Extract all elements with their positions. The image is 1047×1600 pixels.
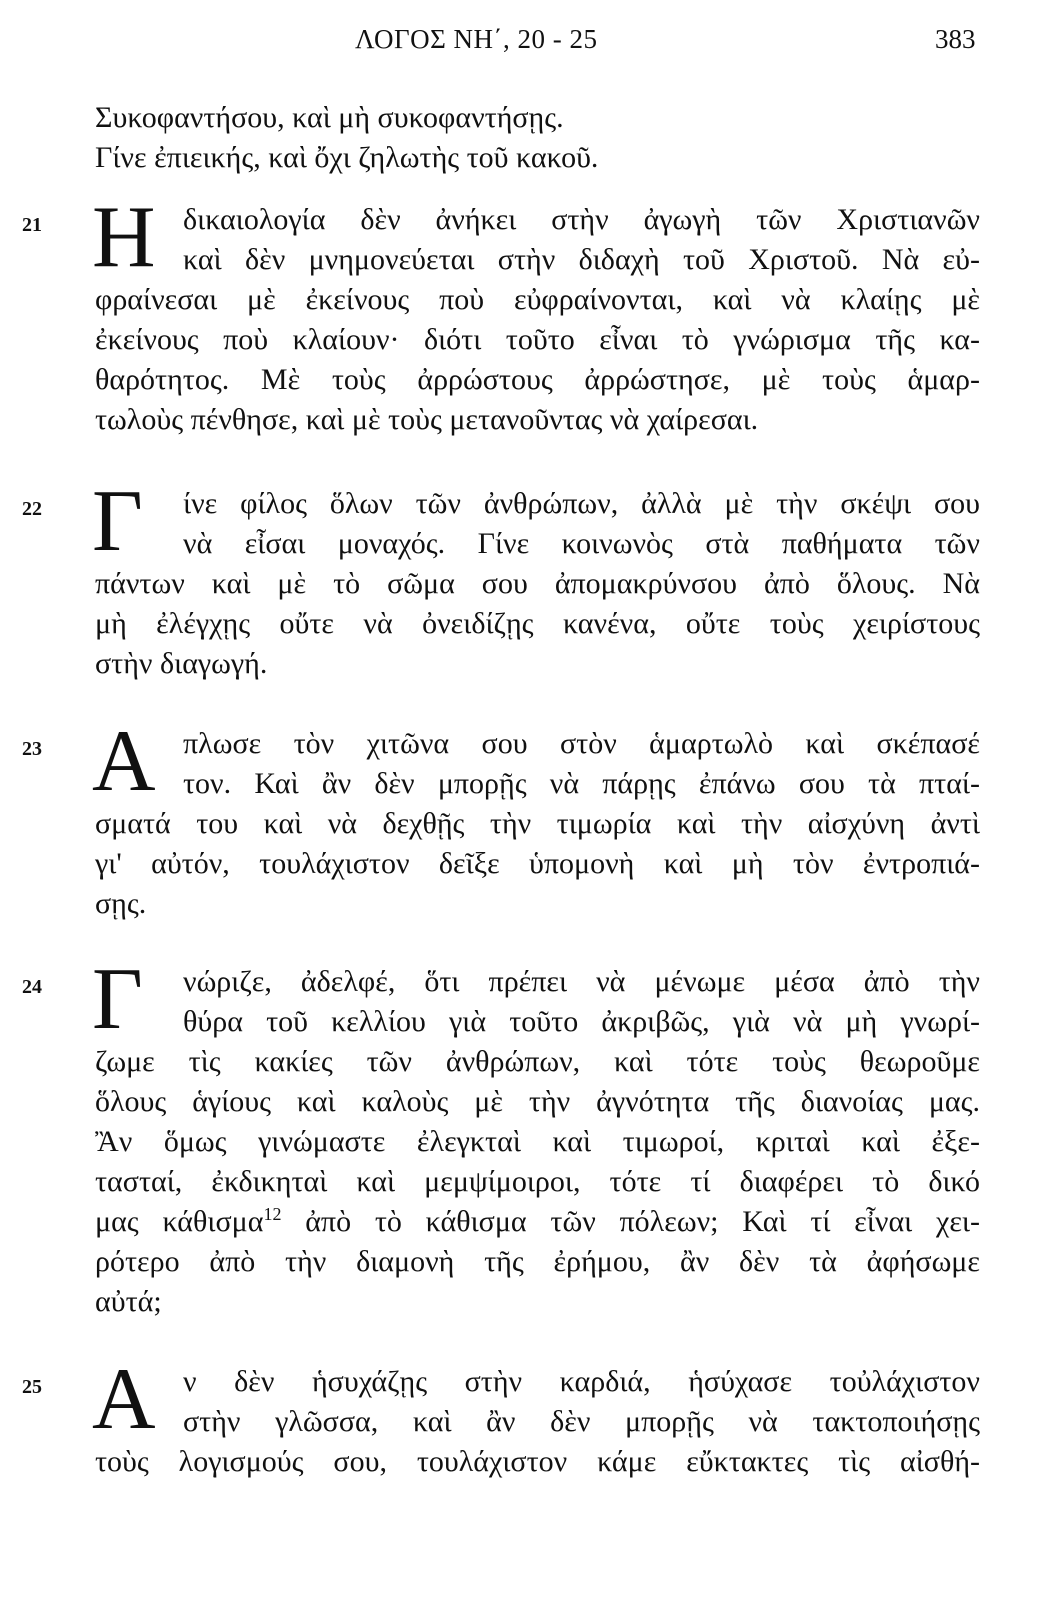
paragraph-line: νὰ εἶσαι μοναχός. Γίνε κοινωνὸς στὰ παθήματα τῶν: [183, 527, 980, 560]
paragraph-line: σματά του καὶ νὰ δεχθῇς τὴν τιμωρία καὶ τὴν αἰσχύνη ἀντὶ: [95, 807, 980, 840]
paragraph-line: καὶ δὲν μνημονεύεται στὴν διδαχὴ τοῦ Χριστοῦ. Νὰ εὐ-: [183, 243, 980, 276]
verse-number: 21: [22, 214, 42, 236]
paragraph-line: ν δὲν ἡσυχάζῃς στὴν καρδιά, ἡσύχασε τοὐλάχιστον: [183, 1365, 980, 1398]
paragraph-line: ὅλους ἁγίους καὶ καλοὺς μὲ τὴν ἀγνότητα τῆς διανοίας μας.: [95, 1085, 980, 1118]
intro-line: Γίνε ἐπιεικής, καὶ ὄχι ζηλωτὴς τοῦ κακοῦ.: [95, 141, 599, 174]
paragraph-line: θύρα τοῦ κελλίου γιὰ τοῦτο ἀκριβῶς, γιὰ νὰ μὴ γνωρί-: [183, 1005, 980, 1038]
footnote-reference[interactable]: 12: [263, 1204, 282, 1224]
drop-cap-initial: Α: [92, 1351, 156, 1448]
verse-number: 22: [22, 498, 42, 520]
page-number: 383: [935, 24, 976, 54]
drop-cap-initial: Η: [92, 189, 156, 286]
paragraph-line: θαρότητος. Μὲ τοὺς ἀρρώστους ἀρρώστησε, μὲ τοὺς ἁμαρ-: [95, 363, 980, 396]
paragraph-line: αὐτά;: [95, 1285, 162, 1318]
drop-cap-initial: Α: [92, 713, 156, 810]
paragraph-line: τοὺς λογισμούς σου, τουλάχιστον κάμε εὔκτακτες τὶς αἰσθή-: [95, 1445, 980, 1478]
paragraph-line: μὴ ἐλέγχῃς οὔτε νὰ ὀνειδίζῃς κανένα, οὔτε τοὺς χειρίστους: [95, 607, 980, 640]
paragraph-line: δικαιολογία δὲν ἀνήκει στὴν ἀγωγὴ τῶν Χριστιανῶν: [183, 203, 980, 236]
paragraph-line: ίνε φίλος ὅλων τῶν ἀνθρώπων, ἀλλὰ μὲ τὴν σκέψι σου: [183, 487, 980, 520]
paragraph-line: φραίνεσαι μὲ ἐκείνους ποὺ εὐφραίνονται, καὶ νὰ κλαίῃς μὲ: [95, 283, 980, 316]
paragraph-line: πλωσε τὸν χιτῶνα σου στὸν ἁμαρτωλὸ καὶ σκέπασέ: [183, 727, 980, 760]
verse-number: 24: [22, 976, 42, 998]
paragraph-line: στὴν γλῶσσα, καὶ ἂν δὲν μπορῇς νὰ τακτοποιήσῃς: [183, 1405, 980, 1438]
paragraph-line: Ἂν ὅμως γινώμαστε ἐλεγκταὶ καὶ τιμωροί, κριταὶ καὶ ἐξε-: [95, 1125, 980, 1158]
drop-cap-initial: Γ: [92, 951, 143, 1048]
paragraph-line: τον. Καὶ ἂν δὲν μπορῇς νὰ πάρῃς ἐπάνω σου τὰ πταί-: [183, 767, 980, 800]
running-title: ΛΟΓΟΣ ΝΗ΄, 20 - 25: [355, 24, 598, 54]
paragraph-line: πάντων καὶ μὲ τὸ σῶμα σου ἀπομακρύνσου ἀπὸ ὅλους. Νὰ: [95, 567, 980, 600]
paragraph-line-end: ἀπὸ τὸ κάθισμα τῶν πόλεων; Καὶ τί εἶναι χει-: [305, 1205, 980, 1238]
paragraph-line: νώριζε, ἀδελφέ, ὅτι πρέπει νὰ μένωμε μέσα ἀπὸ τὴν: [183, 965, 980, 998]
verse-number: 23: [22, 738, 42, 760]
drop-cap-initial: Γ: [92, 473, 143, 570]
paragraph-line: σῃς.: [95, 887, 147, 920]
paragraph-line: γι' αὐτόν, τουλάχιστον δεῖξε ὑπομονὴ καὶ μὴ τὸν ἐντροπιά-: [95, 847, 980, 880]
paragraph-line-start: μας κάθισμα: [95, 1205, 264, 1238]
paragraph-line: ρότερο ἀπὸ τὴν διαμονὴ τῆς ἐρήμου, ἂν δὲν τὰ ἀφήσωμε: [95, 1245, 980, 1278]
paragraph-line: ζωμε τὶς κακίες τῶν ἀνθρώπων, καὶ τότε τοὺς θεωροῦμε: [95, 1045, 980, 1078]
paragraph-line-with-footnote: [95, 1202, 980, 1242]
paragraph-line: τωλοὺς πένθησε, καὶ μὲ τοὺς μετανοῦντας νὰ χαίρεσαι.: [95, 403, 759, 436]
intro-line: Συκοφαντήσου, καὶ μὴ συκοφαντήσῃς.: [95, 101, 564, 134]
paragraph-line: ἐκείνους ποὺ κλαίουν· διότι τοῦτο εἶναι τὸ γνώρισμα τῆς κα-: [95, 323, 980, 356]
paragraph-line: τασταί, ἐκδικηταὶ καὶ μεμψίμοιροι, τότε τί διαφέρει τὸ δικό: [95, 1165, 980, 1198]
running-head: [0, 24, 1047, 64]
paragraph-line: στὴν διαγωγή.: [95, 647, 268, 680]
verse-number: 25: [22, 1376, 42, 1398]
